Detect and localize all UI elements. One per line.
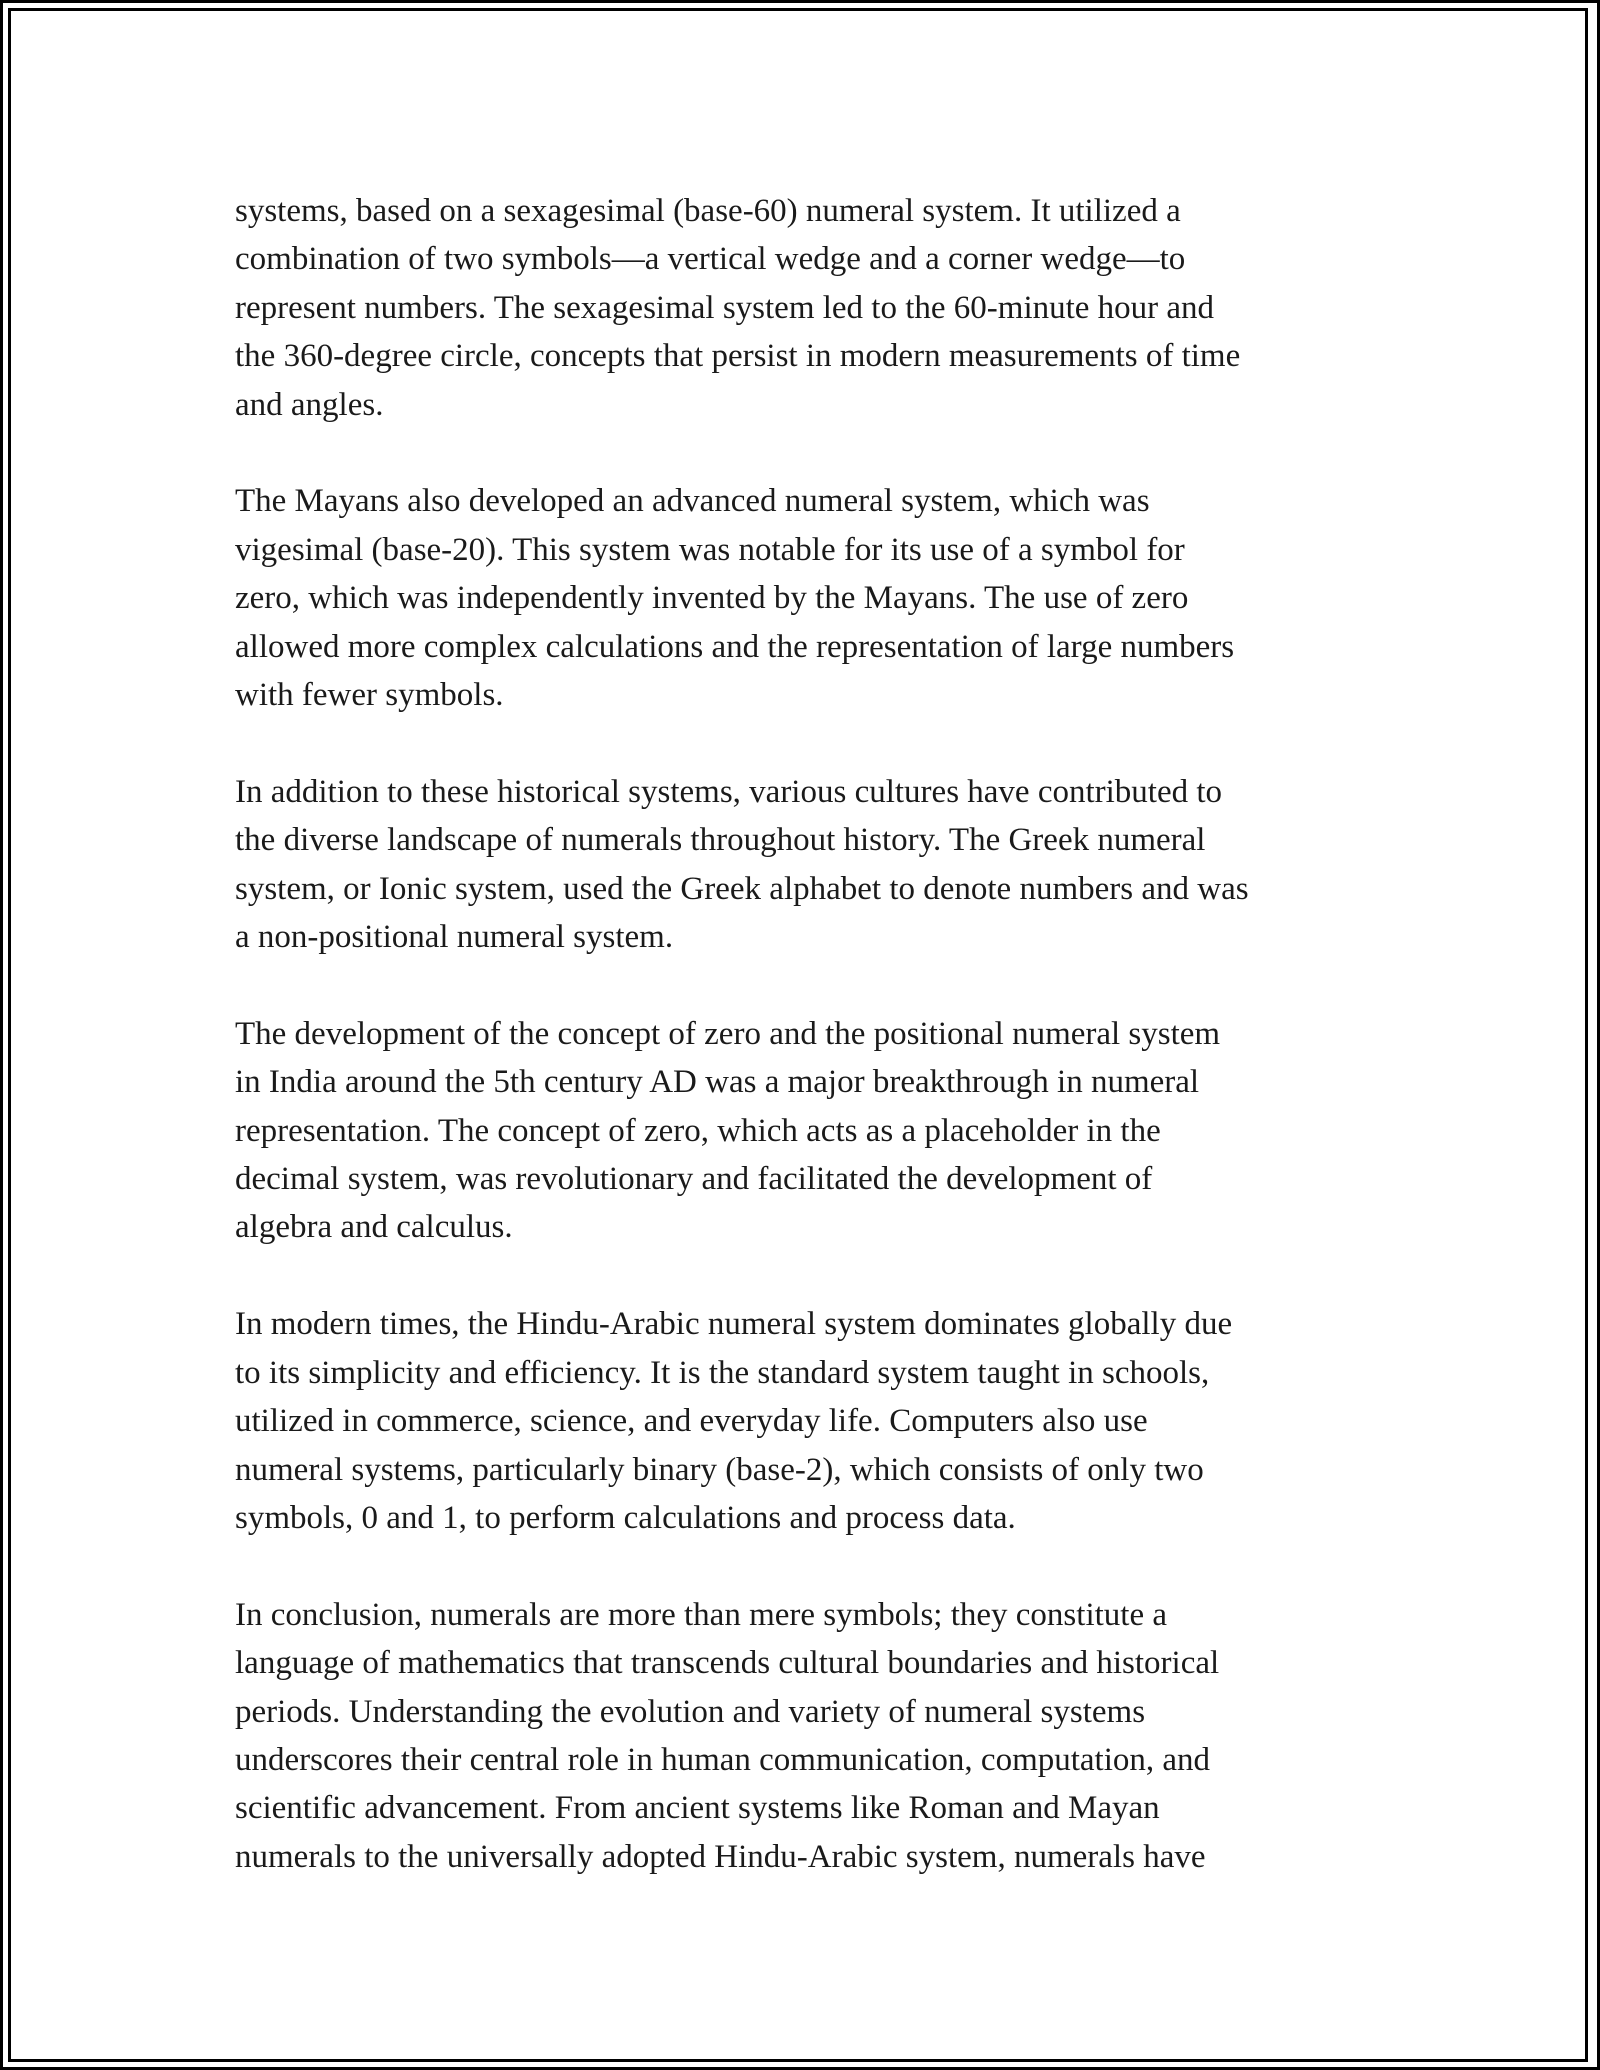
text-line: and angles.: [235, 386, 384, 423]
text-line: numerals to the universally adopted Hindu-Arabic system, numerals have: [235, 1838, 1206, 1875]
paragraph-mayan: [235, 477, 1385, 719]
document-body: [235, 187, 1385, 1930]
paragraph-conclusion: [235, 1591, 1385, 1881]
text-line: in India around the 5th century AD was a major breakthrough in numeral: [235, 1064, 1200, 1101]
text-line: periods. Understanding the evolution and variety of numeral systems: [235, 1693, 1146, 1730]
text-line: a non-positional numeral system.: [235, 919, 674, 956]
text-line: underscores their central role in human communication, computation, and: [235, 1741, 1211, 1778]
text-line: vigesimal (base-20). This system was notable for its use of a symbol for: [235, 531, 1185, 568]
text-line: allowed more complex calculations and the representation of large numbers: [235, 628, 1235, 665]
paragraph-modern: [235, 1300, 1385, 1542]
paragraph-sexagesimal: [235, 187, 1385, 429]
text-line: scientific advancement. From ancient systems like Roman and Mayan: [235, 1790, 1160, 1827]
paragraph-greek: [235, 768, 1385, 962]
text-line: The Mayans also developed an advanced numeral system, which was: [235, 483, 1150, 520]
text-line: with fewer symbols.: [235, 677, 504, 714]
text-line: utilized in commerce, science, and everyday life. Computers also use: [235, 1403, 1148, 1440]
text-line: numeral systems, particularly binary (base-2), which consists of only two: [235, 1451, 1204, 1488]
text-line: system, or Ionic system, used the Greek alphabet to denote numbers and was: [235, 870, 1249, 907]
text-line: the 360-degree circle, concepts that persist in modern measurements of time: [235, 338, 1241, 375]
text-line: combination of two symbols—a vertical wedge and a corner wedge—to: [235, 241, 1186, 278]
text-line: In addition to these historical systems, various cultures have contributed to: [235, 773, 1223, 810]
text-line: to its simplicity and efficiency. It is the standard system taught in schools,: [235, 1354, 1210, 1391]
text-line: language of mathematics that transcends cultural boundaries and historical: [235, 1645, 1220, 1682]
text-line: In conclusion, numerals are more than mere symbols; they constitute a: [235, 1596, 1167, 1633]
text-line: zero, which was independently invented by the Mayans. The use of zero: [235, 580, 1189, 617]
text-line: In modern times, the Hindu-Arabic numeral system dominates globally due: [235, 1306, 1233, 1343]
text-line: representation. The concept of zero, which acts as a placeholder in the: [235, 1112, 1161, 1149]
text-line: algebra and calculus.: [235, 1209, 513, 1246]
text-line: systems, based on a sexagesimal (base-60) numeral system. It utilized a: [235, 193, 1181, 229]
text-line: decimal system, was revolutionary and facilitated the development of: [235, 1161, 1153, 1198]
text-line: represent numbers. The sexagesimal system led to the 60-minute hour and: [235, 289, 1215, 326]
text-line: The development of the concept of zero and the positional numeral system: [235, 1015, 1221, 1052]
text-line: the diverse landscape of numerals throughout history. The Greek numeral: [235, 822, 1206, 859]
text-line: symbols, 0 and 1, to perform calculations and process data.: [235, 1499, 1016, 1536]
paragraph-zero-india: [235, 1010, 1385, 1252]
